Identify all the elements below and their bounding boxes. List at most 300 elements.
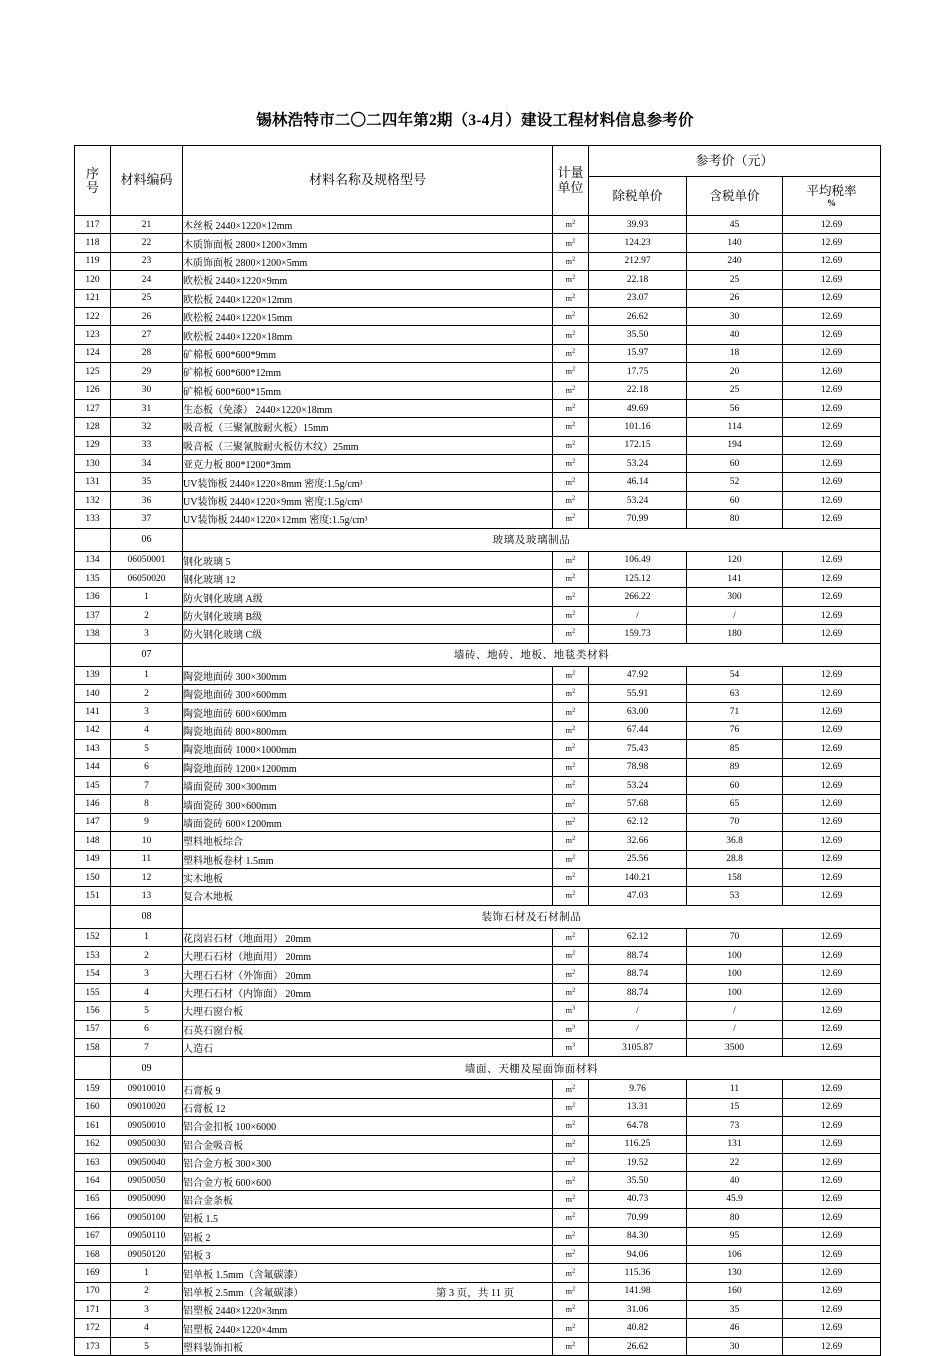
- cell-code: 3: [111, 1301, 183, 1319]
- group-row-seq: [75, 528, 111, 551]
- cell-seq: 162: [75, 1135, 111, 1153]
- cell-ex-tax-price: 78.98: [589, 758, 687, 776]
- cell-seq: 118: [75, 234, 111, 252]
- cell-seq: 138: [75, 625, 111, 643]
- cell-in-tax-price: 25: [687, 381, 783, 399]
- cell-unit: $m^2$: [553, 947, 589, 965]
- cell-name: 铝合金吸音板: [183, 1135, 553, 1153]
- column-header-unit: [553, 146, 589, 216]
- table-group-row: [75, 1057, 881, 1080]
- cell-in-tax-price: /: [687, 606, 783, 624]
- cell-in-tax-price: 54: [687, 666, 783, 684]
- column-header-unit-line2: 单位: [557, 179, 584, 195]
- cell-unit: $m^3$: [553, 1039, 589, 1057]
- cell-name: 铝合金方板 600×600: [183, 1172, 553, 1190]
- cell-code: 35: [111, 473, 183, 491]
- cell-code: 2: [111, 1282, 183, 1300]
- cell-unit: $m^2$: [553, 418, 589, 436]
- cell-code: 09050040: [111, 1153, 183, 1171]
- cell-name: 墙面瓷砖 300×600mm: [183, 795, 553, 813]
- cell-unit: $m^2$: [553, 684, 589, 702]
- cell-ex-tax-price: 55.91: [589, 684, 687, 702]
- cell-code: 2: [111, 684, 183, 702]
- cell-name: 矿棉板 600*600*9mm: [183, 344, 553, 362]
- cell-seq: 149: [75, 850, 111, 868]
- cell-unit: $m^2$: [553, 887, 589, 905]
- cell-code: 11: [111, 850, 183, 868]
- table-row: [75, 965, 881, 983]
- cell-seq: 125: [75, 363, 111, 381]
- cell-code: 09010020: [111, 1098, 183, 1116]
- cell-in-tax-price: 36.8: [687, 832, 783, 850]
- cell-avg-rate: 12.69: [783, 703, 881, 721]
- table-group-row: [75, 905, 881, 928]
- cell-ex-tax-price: 88.74: [589, 947, 687, 965]
- column-header-avg-rate-label: 平均税率: [806, 183, 857, 198]
- cell-ex-tax-price: 53.24: [589, 491, 687, 509]
- cell-code: 8: [111, 795, 183, 813]
- cell-name: 陶瓷地面砖 1200×1200mm: [183, 758, 553, 776]
- cell-ex-tax-price: 17.75: [589, 363, 687, 381]
- cell-seq: 137: [75, 606, 111, 624]
- cell-seq: 150: [75, 868, 111, 886]
- cell-ex-tax-price: 35.50: [589, 326, 687, 344]
- cell-seq: 147: [75, 813, 111, 831]
- cell-in-tax-price: 130: [687, 1264, 783, 1282]
- cell-code: 10: [111, 832, 183, 850]
- cell-unit: $m^2$: [553, 510, 589, 528]
- cell-code: 3: [111, 965, 183, 983]
- cell-in-tax-price: 25: [687, 271, 783, 289]
- cell-unit: $m^2$: [553, 606, 589, 624]
- header-row-top: [75, 146, 881, 177]
- cell-seq: 128: [75, 418, 111, 436]
- table-row: [75, 1319, 881, 1337]
- cell-seq: 171: [75, 1301, 111, 1319]
- cell-name: 矿棉板 600*600*15mm: [183, 381, 553, 399]
- cell-in-tax-price: 53: [687, 887, 783, 905]
- cell-code: 27: [111, 326, 183, 344]
- cell-code: 13: [111, 887, 183, 905]
- cell-name: 钢化玻璃 5: [183, 551, 553, 569]
- cell-in-tax-price: 120: [687, 551, 783, 569]
- cell-name: 欧松板 2440×1220×9mm: [183, 271, 553, 289]
- cell-code: 23: [111, 252, 183, 270]
- cell-name: 吸音板（三聚氰胺耐火板）15mm: [183, 418, 553, 436]
- cell-seq: 121: [75, 289, 111, 307]
- cell-name: 铝板 3: [183, 1245, 553, 1263]
- cell-avg-rate: 12.69: [783, 928, 881, 946]
- cell-seq: 158: [75, 1039, 111, 1057]
- cell-name: 吸音板（三聚氰胺耐火板仿木纹）25mm: [183, 436, 553, 454]
- table-row: [75, 289, 881, 307]
- cell-ex-tax-price: 32.66: [589, 832, 687, 850]
- cell-in-tax-price: 100: [687, 947, 783, 965]
- cell-unit: $m^2$: [553, 1190, 589, 1208]
- table-group-row: [75, 643, 881, 666]
- cell-in-tax-price: 180: [687, 625, 783, 643]
- table-row: [75, 1002, 881, 1020]
- cell-avg-rate: 12.69: [783, 455, 881, 473]
- cell-avg-rate: 12.69: [783, 1264, 881, 1282]
- cell-unit: $m^3$: [553, 1020, 589, 1038]
- column-header-reference-price: 参考价（元）: [589, 146, 881, 177]
- cell-ex-tax-price: 35.50: [589, 1172, 687, 1190]
- cell-code: 09050110: [111, 1227, 183, 1245]
- cell-name: 墙面瓷砖 300×300mm: [183, 776, 553, 794]
- cell-in-tax-price: 40: [687, 1172, 783, 1190]
- cell-seq: 156: [75, 1002, 111, 1020]
- cell-code: 22: [111, 234, 183, 252]
- cell-name: 花岗岩石材（地面用） 20mm: [183, 928, 553, 946]
- cell-name: 铝塑板 2440×1220×4mm: [183, 1319, 553, 1337]
- cell-name: 大理石石材（地面用） 20mm: [183, 947, 553, 965]
- cell-in-tax-price: 89: [687, 758, 783, 776]
- cell-in-tax-price: 28.8: [687, 850, 783, 868]
- cell-avg-rate: 12.69: [783, 1282, 881, 1300]
- cell-unit: $m^2$: [553, 813, 589, 831]
- cell-name: 塑料地板综合: [183, 832, 553, 850]
- column-header-code: 材料编码: [111, 146, 183, 216]
- cell-code: 09010010: [111, 1080, 183, 1098]
- table-row: [75, 491, 881, 509]
- cell-in-tax-price: 114: [687, 418, 783, 436]
- cell-seq: 152: [75, 928, 111, 946]
- cell-unit: $m^2$: [553, 234, 589, 252]
- table-row: [75, 1190, 881, 1208]
- cell-unit: $m^2$: [553, 473, 589, 491]
- cell-in-tax-price: 141: [687, 570, 783, 588]
- cell-avg-rate: 12.69: [783, 289, 881, 307]
- cell-code: 2: [111, 606, 183, 624]
- cell-ex-tax-price: 62.12: [589, 928, 687, 946]
- cell-code: 5: [111, 740, 183, 758]
- cell-name: 大理石石材（内饰面） 20mm: [183, 983, 553, 1001]
- cell-unit: $m^2$: [553, 1337, 589, 1355]
- cell-in-tax-price: 194: [687, 436, 783, 454]
- cell-ex-tax-price: 159.73: [589, 625, 687, 643]
- cell-ex-tax-price: 106.49: [589, 551, 687, 569]
- cell-avg-rate: 12.69: [783, 684, 881, 702]
- cell-in-tax-price: 140: [687, 234, 783, 252]
- cell-seq: 120: [75, 271, 111, 289]
- table-row: [75, 588, 881, 606]
- cell-unit: $m^2$: [553, 703, 589, 721]
- cell-ex-tax-price: 31.06: [589, 1301, 687, 1319]
- cell-code: 3: [111, 703, 183, 721]
- column-header-ex-tax: 除税单价: [589, 177, 687, 216]
- cell-in-tax-price: 106: [687, 1245, 783, 1263]
- cell-code: 33: [111, 436, 183, 454]
- cell-unit: $m^2$: [553, 1080, 589, 1098]
- cell-ex-tax-price: 47.03: [589, 887, 687, 905]
- cell-unit: $m^2$: [553, 850, 589, 868]
- cell-seq: 167: [75, 1227, 111, 1245]
- cell-ex-tax-price: 125.12: [589, 570, 687, 588]
- cell-code: 31: [111, 399, 183, 417]
- cell-avg-rate: 12.69: [783, 344, 881, 362]
- table-row: [75, 234, 881, 252]
- cell-ex-tax-price: 70.99: [589, 510, 687, 528]
- cell-unit: $m^2$: [553, 216, 589, 234]
- cell-unit: $m^2$: [553, 666, 589, 684]
- cell-unit: $m^2$: [553, 1172, 589, 1190]
- cell-code: 3: [111, 625, 183, 643]
- cell-seq: 132: [75, 491, 111, 509]
- cell-in-tax-price: /: [687, 1002, 783, 1020]
- cell-avg-rate: 12.69: [783, 491, 881, 509]
- cell-unit: $m^2$: [553, 455, 589, 473]
- cell-seq: 153: [75, 947, 111, 965]
- cell-avg-rate: 12.69: [783, 510, 881, 528]
- cell-avg-rate: 12.69: [783, 776, 881, 794]
- cell-code: 09050010: [111, 1117, 183, 1135]
- cell-seq: 136: [75, 588, 111, 606]
- cell-avg-rate: 12.69: [783, 1080, 881, 1098]
- cell-ex-tax-price: 19.52: [589, 1153, 687, 1171]
- cell-seq: 131: [75, 473, 111, 491]
- cell-avg-rate: 12.69: [783, 721, 881, 739]
- cell-avg-rate: 12.69: [783, 887, 881, 905]
- cell-in-tax-price: 60: [687, 776, 783, 794]
- table-row: [75, 551, 881, 569]
- cell-seq: 164: [75, 1172, 111, 1190]
- cell-ex-tax-price: /: [589, 1002, 687, 1020]
- cell-unit: $m^2$: [553, 1117, 589, 1135]
- page-footer: 第 3 页，共 11 页: [435, 1288, 515, 1299]
- cell-ex-tax-price: 25.56: [589, 850, 687, 868]
- cell-seq: 117: [75, 216, 111, 234]
- cell-code: 25: [111, 289, 183, 307]
- cell-avg-rate: 12.69: [783, 252, 881, 270]
- cell-code: 09050030: [111, 1135, 183, 1153]
- group-row-title: 墙砖、地砖、地板、地毯类材料: [183, 643, 881, 666]
- table-row: [75, 947, 881, 965]
- cell-in-tax-price: 46: [687, 1319, 783, 1337]
- cell-code: 1: [111, 588, 183, 606]
- table-row: [75, 721, 881, 739]
- cell-unit: $m^2$: [553, 551, 589, 569]
- cell-seq: 141: [75, 703, 111, 721]
- cell-ex-tax-price: /: [589, 1020, 687, 1038]
- cell-avg-rate: 12.69: [783, 606, 881, 624]
- cell-ex-tax-price: 23.07: [589, 289, 687, 307]
- cell-seq: 166: [75, 1209, 111, 1227]
- group-row-code: 06: [111, 528, 183, 551]
- cell-in-tax-price: 11: [687, 1080, 783, 1098]
- cell-unit: $m^2$: [553, 1245, 589, 1263]
- cell-seq: 165: [75, 1190, 111, 1208]
- cell-in-tax-price: 73: [687, 1117, 783, 1135]
- cell-avg-rate: 12.69: [783, 1098, 881, 1116]
- cell-seq: 143: [75, 740, 111, 758]
- table-row: [75, 363, 881, 381]
- cell-code: 24: [111, 271, 183, 289]
- cell-name: 铝合金方板 300×300: [183, 1153, 553, 1171]
- column-header-in-tax: 含税单价: [687, 177, 783, 216]
- cell-code: 36: [111, 491, 183, 509]
- cell-avg-rate: 12.69: [783, 625, 881, 643]
- cell-avg-rate: 12.69: [783, 399, 881, 417]
- cell-avg-rate: 12.69: [783, 271, 881, 289]
- cell-avg-rate: 12.69: [783, 363, 881, 381]
- cell-avg-rate: 12.69: [783, 234, 881, 252]
- cell-ex-tax-price: 115.36: [589, 1264, 687, 1282]
- cell-ex-tax-price: 63.00: [589, 703, 687, 721]
- table-row: [75, 1301, 881, 1319]
- cell-code: 06050001: [111, 551, 183, 569]
- table-row: [75, 795, 881, 813]
- cell-code: 1: [111, 666, 183, 684]
- cell-code: 21: [111, 216, 183, 234]
- cell-avg-rate: 12.69: [783, 832, 881, 850]
- cell-ex-tax-price: 3105.87: [589, 1039, 687, 1057]
- table-row: [75, 684, 881, 702]
- cell-in-tax-price: 56: [687, 399, 783, 417]
- cell-name: 铝板 2: [183, 1227, 553, 1245]
- cell-name: 陶瓷地面砖 300×600mm: [183, 684, 553, 702]
- group-row-code: 08: [111, 905, 183, 928]
- column-header-seq: [75, 146, 111, 216]
- cell-unit: $m^2$: [553, 399, 589, 417]
- cell-seq: 133: [75, 510, 111, 528]
- cell-code: 34: [111, 455, 183, 473]
- cell-unit: $m^2$: [553, 965, 589, 983]
- cell-seq: 129: [75, 436, 111, 454]
- cell-in-tax-price: 18: [687, 344, 783, 362]
- cell-avg-rate: 12.69: [783, 1209, 881, 1227]
- cell-avg-rate: 12.69: [783, 473, 881, 491]
- table-row: [75, 510, 881, 528]
- group-row-seq: [75, 905, 111, 928]
- cell-ex-tax-price: 124.23: [589, 234, 687, 252]
- cell-name: 防火钢化玻璃 C级: [183, 625, 553, 643]
- table-row: [75, 1117, 881, 1135]
- cell-in-tax-price: 60: [687, 491, 783, 509]
- cell-in-tax-price: 85: [687, 740, 783, 758]
- cell-seq: 130: [75, 455, 111, 473]
- cell-ex-tax-price: 46.14: [589, 473, 687, 491]
- cell-in-tax-price: 100: [687, 983, 783, 1001]
- cell-in-tax-price: 15: [687, 1098, 783, 1116]
- cell-avg-rate: 12.69: [783, 436, 881, 454]
- cell-seq: 124: [75, 344, 111, 362]
- table-row: [75, 1209, 881, 1227]
- page-title: 锡林浩特市二〇二四年第2期（3-4月）建设工程材料信息参考价: [256, 112, 694, 129]
- cell-code: 4: [111, 1319, 183, 1337]
- cell-seq: 123: [75, 326, 111, 344]
- table-row: [75, 625, 881, 643]
- cell-ex-tax-price: 266.22: [589, 588, 687, 606]
- cell-name: 木丝板 2440×1220×12mm: [183, 216, 553, 234]
- cell-unit: $m^2$: [553, 570, 589, 588]
- cell-name: 钢化玻璃 12: [183, 570, 553, 588]
- cell-seq: 168: [75, 1245, 111, 1263]
- cell-avg-rate: 12.69: [783, 1319, 881, 1337]
- cell-unit: $m^2$: [553, 868, 589, 886]
- cell-avg-rate: 12.69: [783, 307, 881, 325]
- cell-in-tax-price: 70: [687, 813, 783, 831]
- column-header-avg-rate: [783, 177, 881, 216]
- cell-ex-tax-price: 172.15: [589, 436, 687, 454]
- cell-ex-tax-price: 39.93: [589, 216, 687, 234]
- cell-ex-tax-price: 26.62: [589, 307, 687, 325]
- cell-in-tax-price: 80: [687, 510, 783, 528]
- column-header-name: 材料名称及规格型号: [183, 146, 553, 216]
- table-row: [75, 1153, 881, 1171]
- table-row: [75, 832, 881, 850]
- table-row: [75, 570, 881, 588]
- cell-name: 石膏板 12: [183, 1098, 553, 1116]
- cell-code: 2: [111, 947, 183, 965]
- cell-ex-tax-price: 57.68: [589, 795, 687, 813]
- cell-in-tax-price: 240: [687, 252, 783, 270]
- cell-ex-tax-price: 13.31: [589, 1098, 687, 1116]
- cell-seq: 172: [75, 1319, 111, 1337]
- cell-ex-tax-price: 47.92: [589, 666, 687, 684]
- cell-in-tax-price: 45.9: [687, 1190, 783, 1208]
- cell-code: 06050020: [111, 570, 183, 588]
- cell-seq: 144: [75, 758, 111, 776]
- table-row: [75, 1172, 881, 1190]
- table-row: [75, 381, 881, 399]
- cell-unit: $m^2$: [553, 381, 589, 399]
- cell-code: 09050090: [111, 1190, 183, 1208]
- table-row: [75, 1264, 881, 1282]
- cell-unit: $m^2$: [553, 307, 589, 325]
- table-row: [75, 1098, 881, 1116]
- cell-name: 矿棉板 600*600*12mm: [183, 363, 553, 381]
- cell-seq: 134: [75, 551, 111, 569]
- cell-ex-tax-price: 40.82: [589, 1319, 687, 1337]
- cell-seq: 161: [75, 1117, 111, 1135]
- cell-ex-tax-price: 9.76: [589, 1080, 687, 1098]
- cell-unit: $m^2$: [553, 832, 589, 850]
- cell-name: 欧松板 2440×1220×12mm: [183, 289, 553, 307]
- cell-name: 墙面瓷砖 600×1200mm: [183, 813, 553, 831]
- cell-unit: $m^2$: [553, 740, 589, 758]
- cell-ex-tax-price: 94.06: [589, 1245, 687, 1263]
- cell-unit: $m^2$: [553, 588, 589, 606]
- table-row: [75, 1080, 881, 1098]
- table-row: [75, 271, 881, 289]
- cell-ex-tax-price: 15.97: [589, 344, 687, 362]
- cell-seq: 126: [75, 381, 111, 399]
- cell-unit: $m^2$: [553, 1319, 589, 1337]
- cell-name: 大理石石材（外饰面） 20mm: [183, 965, 553, 983]
- table-row: [75, 307, 881, 325]
- cell-seq: 146: [75, 795, 111, 813]
- cell-name: 人造石: [183, 1039, 553, 1057]
- cell-in-tax-price: 70: [687, 928, 783, 946]
- cell-name: UV装饰板 2440×1220×9mm 密度:1.5g/cm³: [183, 491, 553, 509]
- cell-seq: 127: [75, 399, 111, 417]
- cell-ex-tax-price: 141.98: [589, 1282, 687, 1300]
- group-row-title: 装饰石材及石材制品: [183, 905, 881, 928]
- cell-ex-tax-price: /: [589, 606, 687, 624]
- cell-in-tax-price: 45: [687, 216, 783, 234]
- table-row: [75, 983, 881, 1001]
- cell-avg-rate: 12.69: [783, 1337, 881, 1355]
- cell-in-tax-price: 40: [687, 326, 783, 344]
- cell-unit: $m^2$: [553, 289, 589, 307]
- cell-code: 9: [111, 813, 183, 831]
- cell-in-tax-price: 26: [687, 289, 783, 307]
- cell-in-tax-price: 158: [687, 868, 783, 886]
- table-row: [75, 455, 881, 473]
- cell-ex-tax-price: 22.18: [589, 271, 687, 289]
- cell-avg-rate: 12.69: [783, 1190, 881, 1208]
